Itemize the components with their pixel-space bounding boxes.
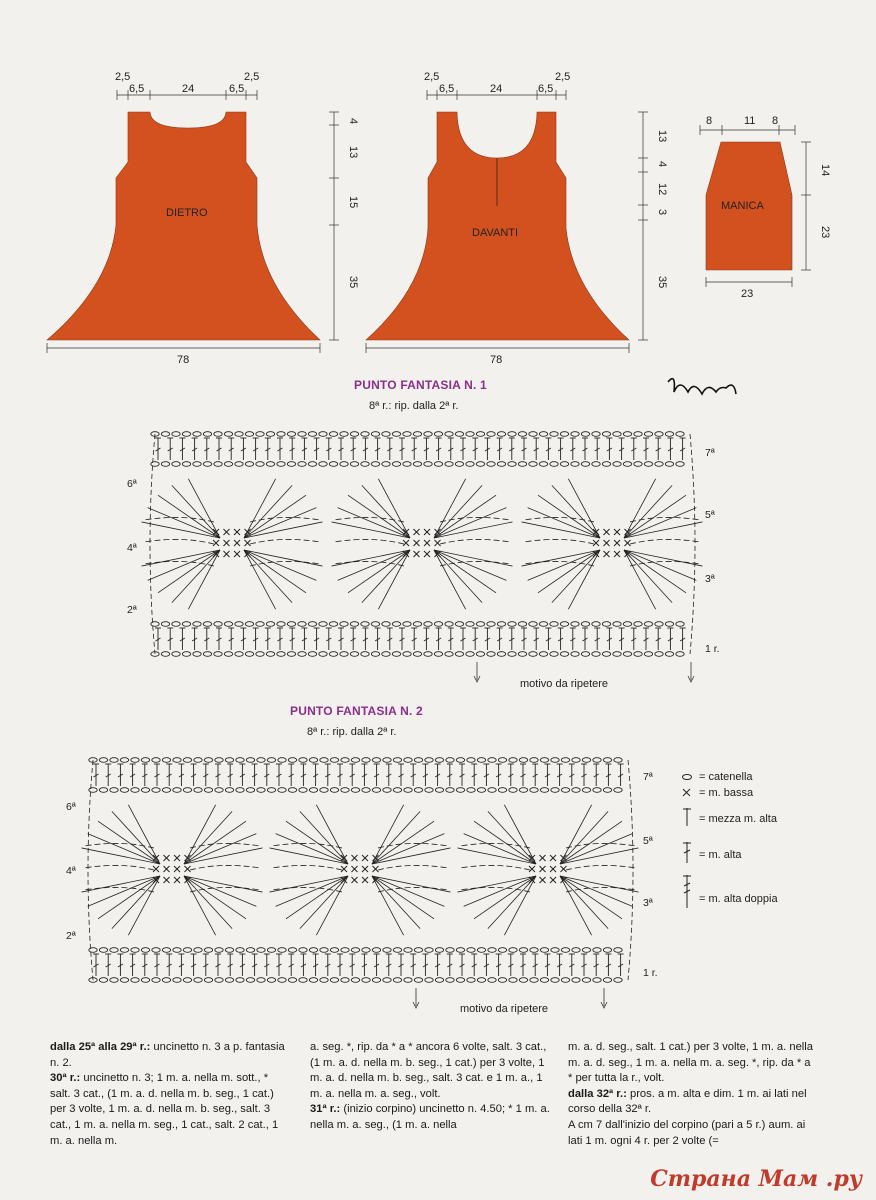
- svg-text:78: 78: [177, 354, 190, 366]
- manica-schematic: [706, 142, 792, 270]
- p1-row-6: 6ª: [127, 478, 137, 490]
- pattern1-repeat: 8ª r.: rip. dalla 2ª r.: [369, 400, 459, 412]
- davanti-label: DAVANTI: [472, 227, 519, 239]
- svg-text:23: 23: [741, 288, 754, 300]
- text-column-3: m. a. d. seg., salt. 1 cat.) per 3 volte, 1 m. a. nella m. a. d. seg., 1 m. a. nella m. a. seg. *, rip. da * a * per tutta la r., volt. dalla 32ª r.: pros. a m. alta e dim. 1 m. ai lati nel corso della 32ª r. A cm 7 dall'inizio del corpino (pari a 5 r.) aum. ai lati 1 m. ogni 4 r. per 2 volte (=: [568, 1041, 813, 1147]
- p2-row-6: 6ª: [66, 801, 76, 813]
- davanti-shape: [366, 112, 629, 340]
- svg-text:35: 35: [347, 276, 359, 289]
- p1-row-3: 3ª: [705, 573, 715, 585]
- svg-text:35: 35: [656, 276, 668, 289]
- legend-cross: = m. bassa: [699, 787, 754, 799]
- svg-text:12: 12: [656, 183, 668, 196]
- svg-text:2,5: 2,5: [115, 71, 131, 83]
- dietro-schematic: [47, 112, 320, 340]
- svg-text:2,5: 2,5: [244, 71, 260, 83]
- p1-row-4: 4ª: [127, 542, 137, 554]
- manica-label: MANICA: [721, 200, 764, 212]
- legend-chain: = catenella: [699, 771, 753, 783]
- svg-text:78: 78: [490, 354, 503, 366]
- svg-text:6,5: 6,5: [129, 83, 145, 95]
- p2-row-3: 3ª: [643, 897, 653, 909]
- p2-row-1: 1 r.: [643, 967, 658, 979]
- legend-half-dc: = mezza m. alta: [699, 813, 777, 825]
- signature-scribble: [668, 379, 736, 394]
- svg-text:2,5: 2,5: [555, 71, 571, 83]
- p1-row-7: 7ª: [705, 447, 715, 459]
- legend-tr: = m. alta doppia: [699, 893, 778, 905]
- chain-icon: [683, 775, 692, 780]
- p1-row-5: 5ª: [705, 509, 715, 521]
- svg-text:2,5: 2,5: [424, 71, 440, 83]
- p2-row-4: 4ª: [66, 865, 76, 877]
- legend-symbols: [683, 775, 692, 909]
- svg-text:13: 13: [347, 146, 359, 159]
- svg-text:4: 4: [656, 161, 668, 168]
- svg-text:4: 4: [347, 118, 359, 125]
- p2-row-7: 7ª: [643, 771, 653, 783]
- legend-dc: = m. alta: [699, 849, 742, 861]
- p2-row-2: 2ª: [66, 930, 76, 942]
- tr-icon: [683, 875, 691, 908]
- watermark: Страна Мам .ру: [650, 1166, 862, 1192]
- pattern2-repeat: 8ª r.: rip. dalla 2ª r.: [307, 726, 397, 738]
- svg-text:6,5: 6,5: [439, 83, 455, 95]
- svg-text:24: 24: [182, 83, 195, 95]
- cross-icon: [683, 789, 690, 796]
- crochet-chart-1: [142, 432, 703, 657]
- dietro-shape: [47, 112, 320, 340]
- text-column-1: dalla 25ª alla 29ª r.: uncinetto n. 3 a p. fantasia n. 2. 30ª r.: uncinetto n. 3; 1 m. a. nella m. sott., * salt. 3 cat., (1 m. a. d. nella m. b. seg., 1 cat.) per 3 volte, 1 m. a. d. nella m. b. seg., salt. 3 cat., 1 m. a. nella m. seg., 1 cat., salt. 2 cat., 1 m. a. nella m.: [50, 1041, 285, 1147]
- text-column-2: a. seg. *, rip. da * a * ancora 6 volte, salt. 3 cat., (1 m. a. d. nella m. b. seg., 1 cat.) per 3 volte, 1 m. a. d. nella m. b. seg., salt. 3 cat. e 1 m. a., 1 m. a. nella m. a. seg., volt. 31ª r.: (inizio corpino) uncinetto n. 4.50; * 1 m. a. nella m. a. seg., (1 m. a. nella: [310, 1041, 550, 1131]
- svg-text:14: 14: [819, 164, 831, 177]
- dc-icon: [683, 842, 691, 863]
- davanti-schematic: [366, 112, 629, 340]
- svg-text:24: 24: [490, 83, 503, 95]
- svg-text:13: 13: [656, 130, 668, 143]
- svg-text:3: 3: [656, 209, 668, 216]
- svg-text:8: 8: [772, 115, 779, 127]
- p1-row-2: 2ª: [127, 604, 137, 616]
- pattern1-title: PUNTO FANTASIA N. 1: [354, 378, 487, 392]
- half-dc-icon: [683, 808, 691, 826]
- svg-text:6,5: 6,5: [538, 83, 554, 95]
- p2-row-5: 5ª: [643, 835, 653, 847]
- dietro-label: DIETRO: [166, 207, 208, 219]
- pattern2-title: PUNTO FANTASIA N. 2: [290, 704, 423, 718]
- svg-text:11: 11: [744, 115, 756, 127]
- svg-text:6,5: 6,5: [229, 83, 245, 95]
- crochet-chart-2: [82, 758, 639, 983]
- pattern1-motivo: motivo da ripetere: [520, 678, 609, 690]
- svg-text:23: 23: [819, 226, 831, 239]
- p1-row-1: 1 r.: [705, 643, 720, 655]
- svg-text:15: 15: [347, 196, 359, 209]
- svg-text:8: 8: [706, 115, 713, 127]
- pattern2-motivo: motivo da ripetere: [460, 1003, 549, 1015]
